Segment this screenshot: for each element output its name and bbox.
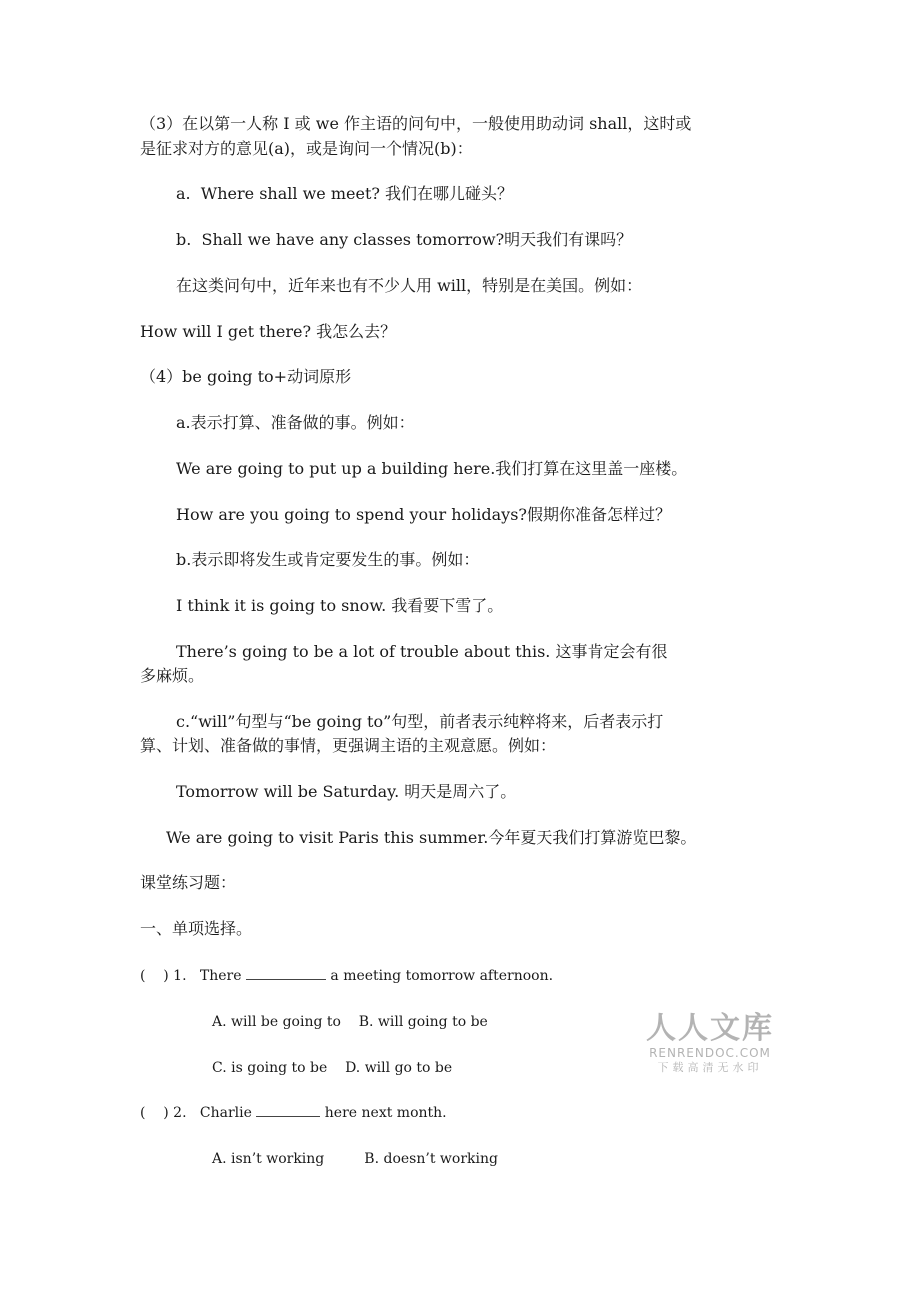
watermark-title: 人人文库 bbox=[646, 1011, 774, 1046]
question-1-prefix: ( ) 1. There bbox=[140, 968, 246, 984]
section3-line1: （3）在以第一人称 I 或 we 作主语的问句中，一般使用助动词 shall，这时或 bbox=[140, 114, 692, 133]
section4-c-line2: 算、计划、准备做的事情，更强调主语的主观意愿。例如： bbox=[140, 736, 557, 755]
question-2-options-row1: A. isn’t working B. doesn’t working bbox=[212, 1151, 498, 1167]
section4-a-label: a.表示打算、准备做的事。例如： bbox=[176, 413, 415, 432]
section4-c-example-2: We are going to visit Paris this summer.今年夏天我们打算游览巴黎。 bbox=[166, 828, 697, 847]
watermark-domain: RENRENDOC.COM bbox=[649, 1046, 771, 1060]
section3-line2: 是征求对方的意见(a)，或是询问一个情况(b)： bbox=[140, 139, 473, 158]
question-2-blank bbox=[256, 1102, 320, 1117]
section4-heading: （4）be going to+动词原形 bbox=[140, 367, 352, 386]
question-1-suffix: a meeting tomorrow afternoon. bbox=[325, 968, 554, 984]
watermark-subtitle: 下载高清无水印 bbox=[657, 1061, 763, 1074]
section4-b-example-2-line2: 多麻烦。 bbox=[140, 666, 205, 685]
section4-b-label: b.表示即将发生或肯定要发生的事。例如： bbox=[176, 550, 480, 569]
question-1-options-row2: C. is going to be D. will go to be bbox=[212, 1060, 453, 1076]
exercises-part1-heading: 一、单项选择。 bbox=[140, 919, 253, 938]
section4-a-example-1: We are going to put up a building here.我们打算在这里盖一座楼。 bbox=[176, 459, 688, 478]
section4-b-example-2-line1: There’s going to be a lot of trouble about this. 这事肯定会有很 bbox=[176, 642, 668, 661]
section4-a-example-2: How are you going to spend your holidays?假期你准备怎样过？ bbox=[176, 505, 671, 524]
will-note: 在这类问句中，近年来也有不少人用 will，特别是在美国。例如： bbox=[176, 276, 643, 295]
question-2-prefix: ( ) 2. Charlie bbox=[140, 1105, 257, 1121]
example-a: a. Where shall we meet? 我们在哪儿碰头？ bbox=[176, 184, 514, 203]
example-b: b. Shall we have any classes tomorrow?明天我们有课吗？ bbox=[176, 230, 633, 249]
question-1 bbox=[140, 965, 553, 987]
question-1-options-row1: A. will be going to B. will going to be bbox=[212, 1014, 488, 1030]
question-1-blank bbox=[246, 965, 326, 980]
renrendoc-watermark bbox=[646, 1012, 774, 1076]
question-2-suffix: here next month. bbox=[320, 1105, 447, 1121]
section4-c-example-1: Tomorrow will be Saturday. 明天是周六了。 bbox=[176, 782, 517, 801]
section4-c-line1: c.“will”句型与“be going to”句型，前者表示纯粹将来，后者表示打 bbox=[176, 712, 664, 731]
question-2 bbox=[140, 1102, 447, 1124]
exercises-title: 课堂练习题： bbox=[140, 873, 237, 892]
will-note-example: How will I get there? 我怎么去？ bbox=[140, 322, 397, 341]
section4-b-example-1: I think it is going to snow. 我看要下雪了。 bbox=[176, 596, 504, 615]
